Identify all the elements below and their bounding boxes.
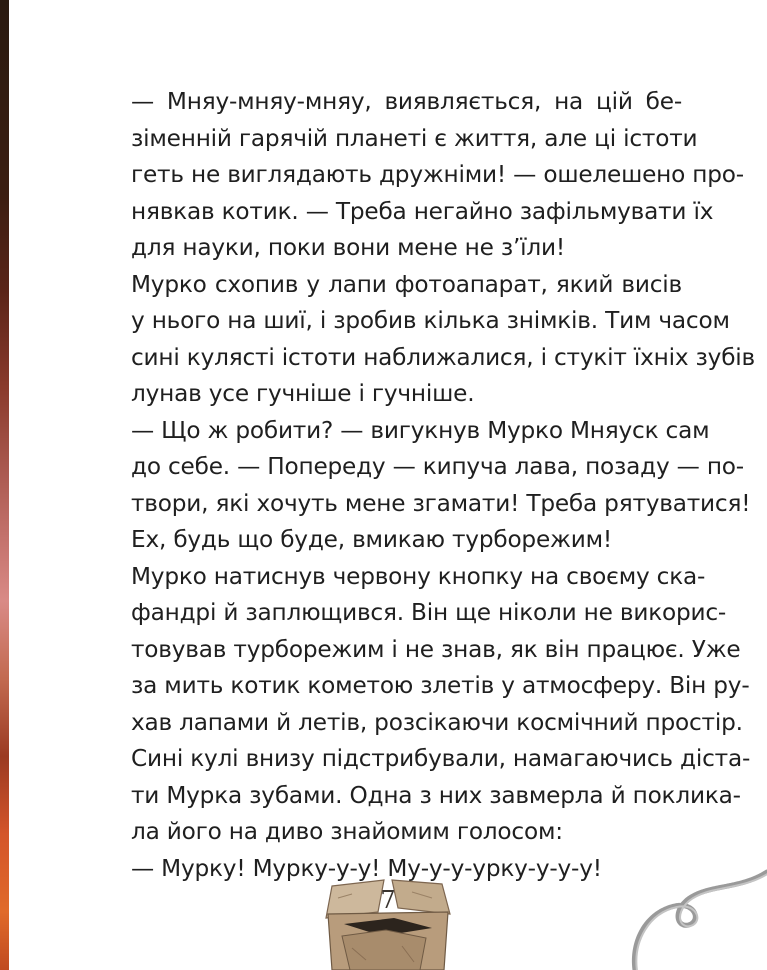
text-line: Ех, будь що буде, вмикаю турборежим!	[131, 526, 612, 553]
text-line: — Мняу-мняу-мняу, виявляється, на цій бе-	[131, 88, 682, 115]
text-line: лунав усе гучніше і гучніше.	[131, 380, 475, 407]
text-line: сині кулясті істоти наближалися, і стукіт їхніх зубів	[131, 343, 756, 371]
adjacent-page-illustration-edge	[0, 0, 9, 970]
text-line: Мурко схопив у лапи фотоапарат, який висів	[131, 270, 682, 298]
text-line: у нього на шиї, і зробив кілька знімків. Тим часом	[131, 307, 730, 334]
text-line: твори, які хочуть мене згамати! Треба рятуватися!	[131, 489, 751, 517]
paragraph	[104, 84, 744, 267]
paragraph	[104, 559, 751, 851]
text-line: хав лапами й летів, розсікаючи космічний простір.	[131, 708, 743, 736]
text-line: до себе. — Попереду — кипуча лава, позаду — по-	[131, 453, 744, 480]
text-line: — Мурку! Мурку-у-у! Му-у-у-урку-у-у-у!	[131, 854, 602, 882]
text-line: за мить котик кометою злетів у атмосферу. Він ру-	[131, 672, 750, 699]
page-number: 7	[380, 886, 396, 914]
text-line: товував турборежим і не знав, як він працює. Уже	[131, 635, 741, 663]
text-line: Сині кулі внизу підстрибували, намагаючись діста-	[131, 745, 751, 772]
text-line: фандрі й заплющився. Він ще ніколи не викорис-	[131, 599, 727, 626]
text-line: ла його на диво знайомим голосом:	[131, 818, 563, 845]
page-number-box	[322, 878, 454, 970]
story-text	[104, 84, 756, 887]
text-line: — Що ж робити? — вигукнув Мурко Мняуск сам	[131, 416, 710, 444]
text-line: зіменній гарячій планеті є життя, але ці істоти	[131, 124, 698, 152]
paragraph	[104, 413, 751, 559]
decorative-squiggle-icon	[627, 860, 767, 970]
paragraph	[104, 267, 756, 413]
text-line: геть не виглядають дружніми! — ошелешено про-	[131, 161, 744, 188]
text-line: нявкав котик. — Треба негайно зафільмувати їх	[131, 197, 714, 225]
text-line: Мурко натиснув червону кнопку на своєму ска-	[131, 562, 706, 590]
text-line: для науки, поки вони мене не з’їли!	[131, 234, 566, 261]
text-line: ти Мурка зубами. Одна з них завмерла й поклика-	[131, 781, 741, 809]
